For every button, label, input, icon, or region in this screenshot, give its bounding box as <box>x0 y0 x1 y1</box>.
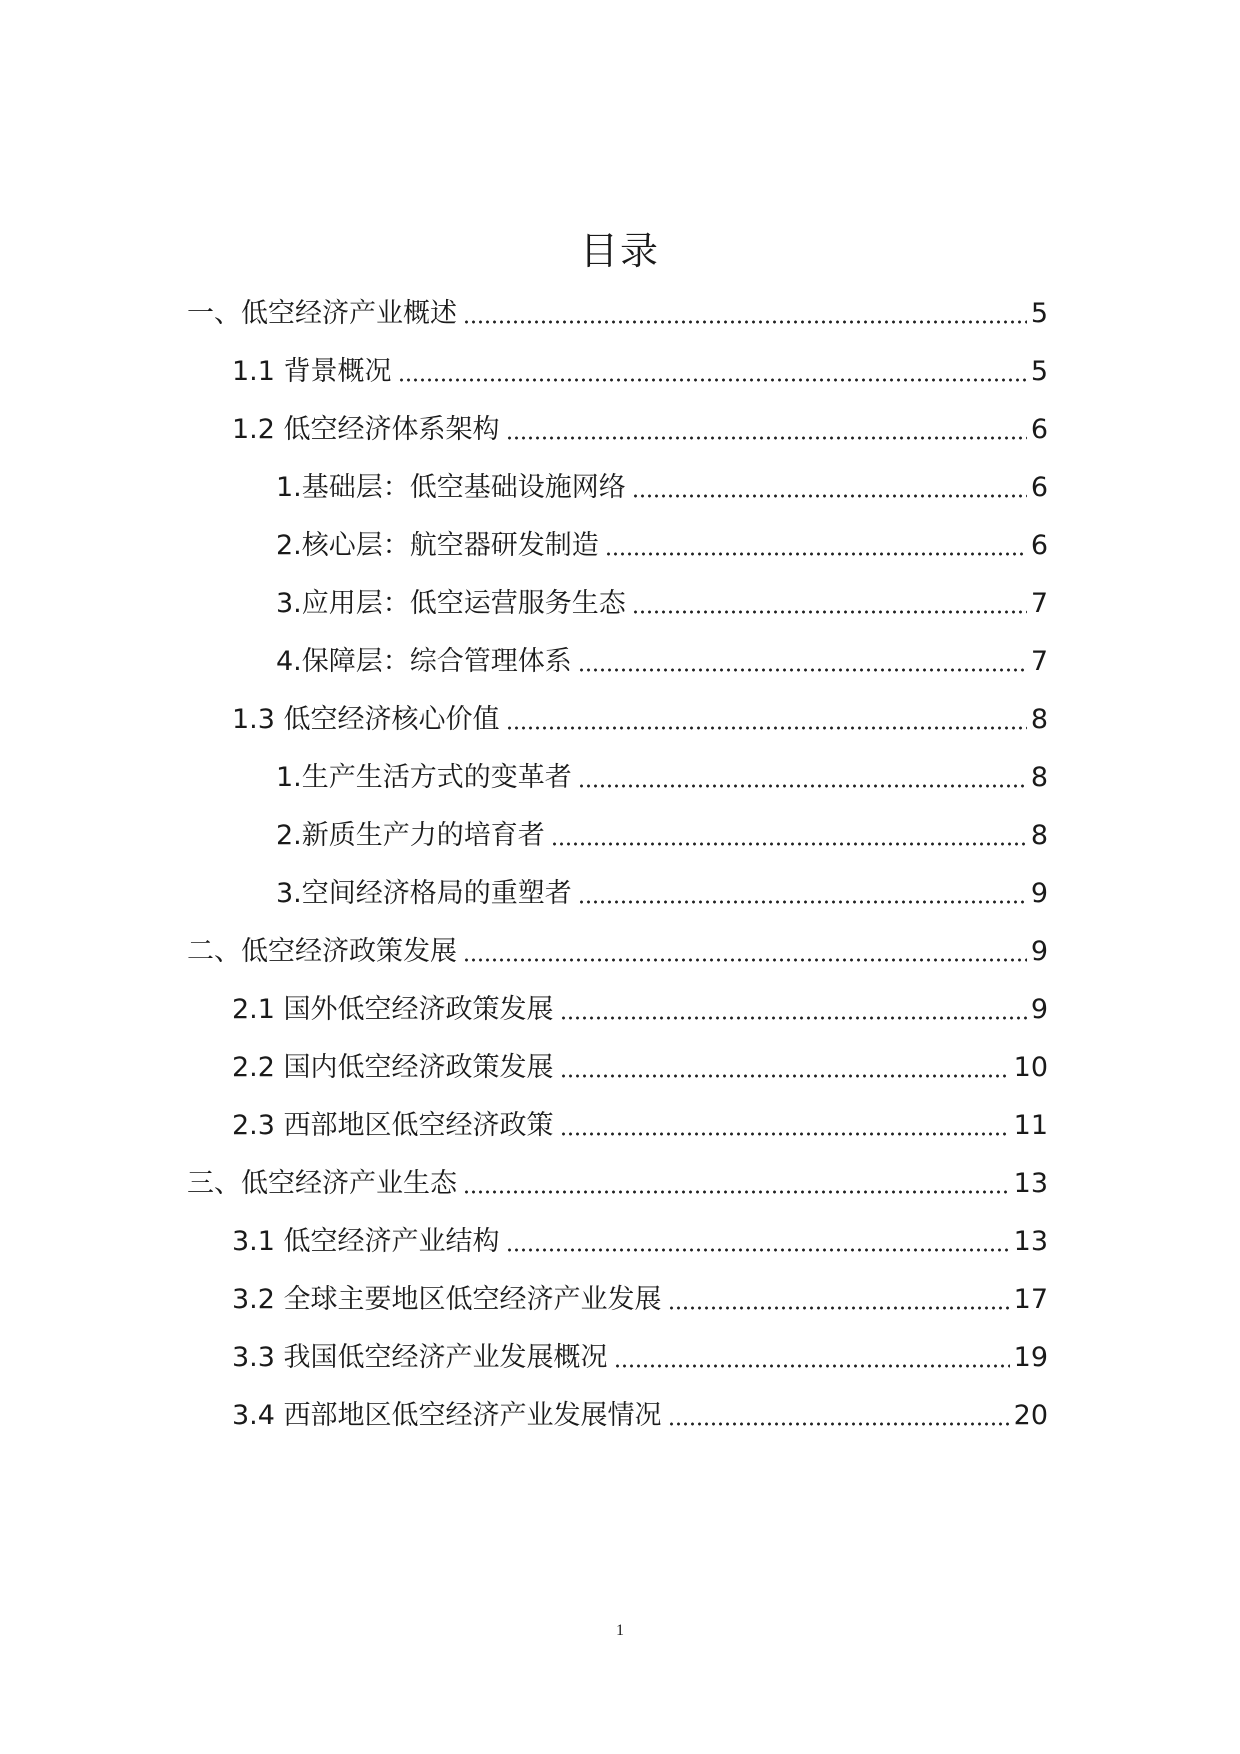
dot-leader <box>668 1422 1010 1426</box>
dot-leader <box>463 958 1027 962</box>
toc-entry-page: 17 <box>1013 1284 1048 1315</box>
toc-entry-page: 8 <box>1030 762 1048 793</box>
toc-entry[interactable] <box>276 870 1048 918</box>
dot-leader <box>578 900 1027 904</box>
dot-leader <box>506 436 1027 440</box>
toc-entry-page: 19 <box>1013 1342 1048 1373</box>
dot-leader <box>560 1016 1027 1020</box>
toc-entry-page: 13 <box>1013 1168 1048 1199</box>
toc-entry-page: 5 <box>1030 298 1048 329</box>
toc-entry[interactable] <box>276 638 1048 686</box>
toc-entry-label: 1.基础层：低空基础设施网络 <box>276 472 626 503</box>
toc-entry-page: 20 <box>1013 1400 1048 1431</box>
toc-entry[interactable] <box>276 522 1048 570</box>
toc-entry[interactable] <box>232 348 1048 396</box>
toc-entry[interactable] <box>276 754 1048 802</box>
dot-leader <box>463 1190 1010 1194</box>
toc-entry-page: 6 <box>1030 530 1048 561</box>
toc-entry[interactable] <box>232 1218 1048 1266</box>
toc-entry-page: 9 <box>1030 936 1048 967</box>
toc-entry-label: 3.1 低空经济产业结构 <box>232 1226 500 1257</box>
toc-entry-label: 2.3 西部地区低空经济政策 <box>232 1110 554 1141</box>
toc-entry-label: 3.3 我国低空经济产业发展概况 <box>232 1342 608 1373</box>
toc-entry-label: 二、低空经济政策发展 <box>187 936 457 967</box>
dot-leader <box>614 1364 1010 1368</box>
toc-entry[interactable] <box>232 1276 1048 1324</box>
toc-entry-label: 1.生产生活方式的变革者 <box>276 762 572 793</box>
toc-entry[interactable] <box>276 812 1048 860</box>
toc-entry-page: 8 <box>1030 704 1048 735</box>
toc-title: 目录 <box>579 229 660 273</box>
toc-entry-page: 6 <box>1030 472 1048 503</box>
toc-entry[interactable] <box>232 1392 1048 1440</box>
toc-entry-label: 一、低空经济产业概述 <box>187 298 457 329</box>
dot-leader <box>506 1248 1010 1252</box>
toc-entry-label: 1.3 低空经济核心价值 <box>232 704 500 735</box>
dot-leader <box>463 320 1027 324</box>
toc-entry[interactable] <box>187 928 1048 976</box>
toc-entry-label: 4.保障层：综合管理体系 <box>276 646 572 677</box>
footer-page-number: 1 <box>616 1622 624 1639</box>
toc-entry[interactable] <box>232 1044 1048 1092</box>
dot-leader <box>668 1306 1010 1310</box>
toc-entry[interactable] <box>187 1160 1048 1208</box>
toc-entry-page: 9 <box>1030 878 1048 909</box>
toc-entry-page: 10 <box>1013 1052 1048 1083</box>
toc-entry-label: 1.1 背景概况 <box>232 356 392 387</box>
dot-leader <box>560 1132 1010 1136</box>
toc-entry-page: 9 <box>1030 994 1048 1025</box>
toc-entry-page: 8 <box>1030 820 1048 851</box>
dot-leader <box>560 1074 1010 1078</box>
dot-leader <box>578 668 1027 672</box>
dot-leader <box>398 378 1027 382</box>
toc-entry-label: 2.1 国外低空经济政策发展 <box>232 994 554 1025</box>
toc-entry-page: 5 <box>1030 356 1048 387</box>
toc-entry-label: 1.2 低空经济体系架构 <box>232 414 500 445</box>
toc-entry-label: 2.核心层：航空器研发制造 <box>276 530 599 561</box>
dot-leader <box>506 726 1027 730</box>
toc-entry-label: 2.2 国内低空经济政策发展 <box>232 1052 554 1083</box>
toc-entry-page: 13 <box>1013 1226 1048 1257</box>
toc-entry[interactable] <box>276 464 1048 512</box>
dot-leader <box>551 842 1027 846</box>
toc-entry[interactable] <box>232 1102 1048 1150</box>
toc-entry-label: 3.2 全球主要地区低空经济产业发展 <box>232 1284 662 1315</box>
toc-entry-page: 6 <box>1030 414 1048 445</box>
dot-leader <box>632 494 1027 498</box>
toc-entry[interactable] <box>232 406 1048 454</box>
toc-entry[interactable] <box>187 290 1048 338</box>
dot-leader <box>605 552 1027 556</box>
toc-entry[interactable] <box>276 580 1048 628</box>
toc-entry[interactable] <box>232 696 1048 744</box>
toc-entry[interactable] <box>232 1334 1048 1382</box>
dot-leader <box>578 784 1027 788</box>
toc-entry-label: 3.空间经济格局的重塑者 <box>276 878 572 909</box>
toc-entry-label: 2.新质生产力的培育者 <box>276 820 545 851</box>
dot-leader <box>632 610 1027 614</box>
toc-entry[interactable] <box>232 986 1048 1034</box>
toc-entry-label: 3.4 西部地区低空经济产业发展情况 <box>232 1400 662 1431</box>
toc-entry-label: 三、低空经济产业生态 <box>187 1168 457 1199</box>
toc-entry-label: 3.应用层：低空运营服务生态 <box>276 588 626 619</box>
toc-entry-page: 7 <box>1030 588 1048 619</box>
toc-entry-page: 11 <box>1013 1110 1048 1141</box>
toc-entry-page: 7 <box>1030 646 1048 677</box>
